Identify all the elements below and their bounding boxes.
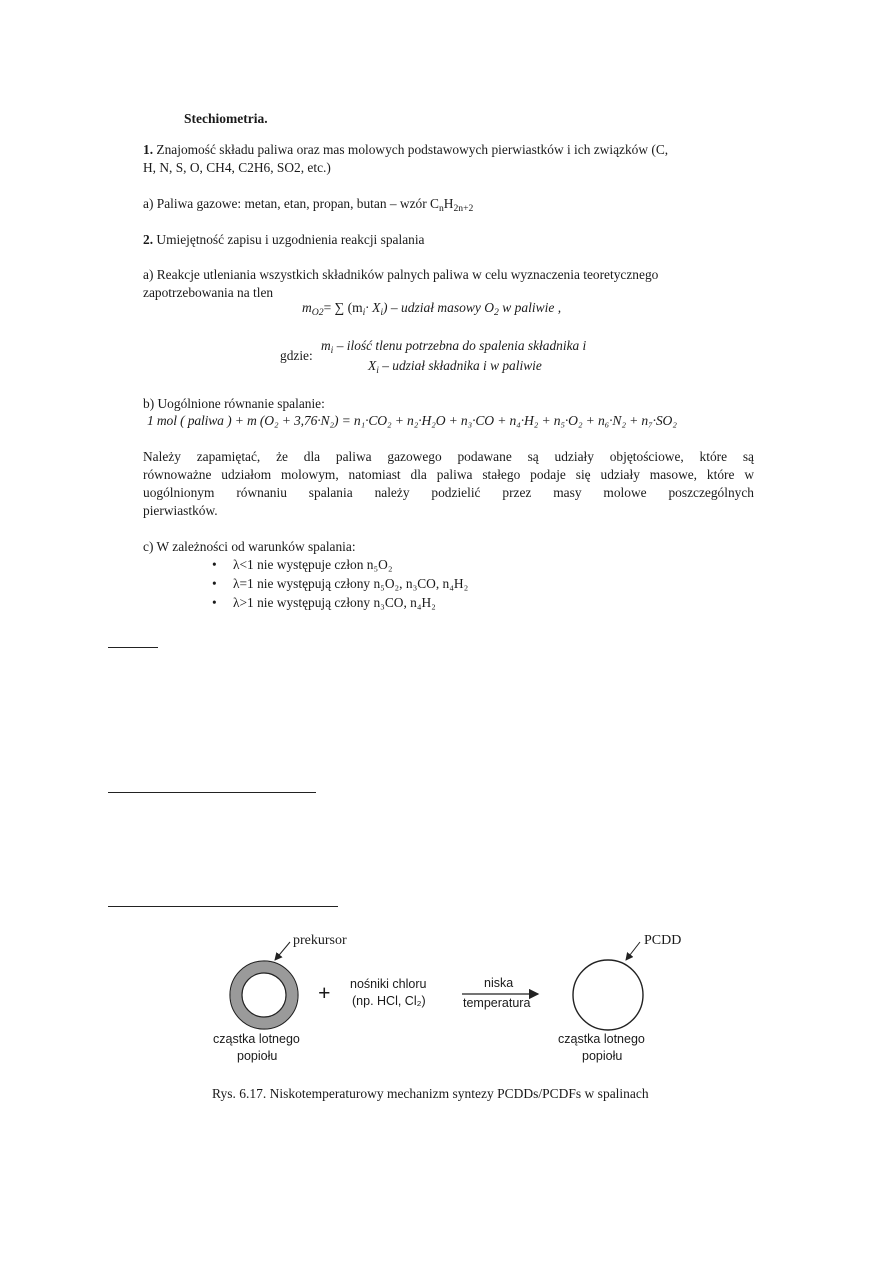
chlorine-carriers-line2: (np. HCl, Cl₂) — [352, 994, 426, 1008]
where-text-1: – ilość tlenu potrzebna do spalenia składnika i — [333, 338, 587, 353]
arrow-label-top: niska — [484, 976, 514, 990]
where-text-2: – udział składnika i w paliwie — [378, 358, 542, 373]
divider-line — [108, 792, 316, 793]
note-line1: Należy zapamiętać, że dla paliwa gazowego podawane są udziały objętościowe, które są — [143, 449, 754, 464]
where-var-x: X — [368, 358, 377, 373]
section2-number: 2. — [143, 232, 154, 247]
formula-x: · X — [365, 300, 381, 315]
item-a-sub1: n — [438, 202, 444, 214]
plus-sign: + — [318, 980, 331, 1005]
section2-item-a-line2: zapotrzebowania na tlen — [143, 285, 274, 300]
where-sub-m: i — [330, 344, 334, 356]
divider-line — [108, 647, 158, 648]
note-line2: równoważne udziałom molowym, natomiast dla paliwa stałego podaje się udziały masowe, które w — [143, 467, 754, 482]
formula-desc: ) – udział masowy O — [383, 300, 495, 315]
formula-sum: = ∑ (m — [323, 300, 363, 315]
section1-item-a — [143, 196, 473, 212]
section1-text-line1: Znajomość składu paliwa oraz mas molowych podstawowych pierwiastków i ich związków (C, — [156, 142, 669, 157]
oxygen-demand-formula — [302, 300, 561, 316]
note-line3: uogólnionym równaniu spalania należy podzielić przez masy molowe poszczególnych — [143, 485, 754, 500]
arrow-label-bottom: temperatura — [463, 996, 531, 1010]
where-var-m: m — [321, 338, 331, 353]
where-label: gdzie: — [280, 348, 313, 363]
formula-sub-i: i — [362, 306, 366, 318]
combustion-equation: 1 mol ( paliwa ) + m (O₂ + 3,76·N₂) = n₁·CO₂ + n₂·H₂O + n₃·CO + n₄·H₂ + n₅·O₂ + n₆·N₂ + n₇·SO₂ — [147, 413, 677, 428]
pcdd-synthesis-figure — [0, 920, 893, 1110]
where-line1 — [321, 338, 586, 354]
pcdd-pointer-icon — [626, 942, 640, 960]
right-caption-line1: cząstka lotnego — [558, 1032, 645, 1046]
bullet-marker: • — [212, 595, 217, 610]
note-line4: pierwiastków. — [143, 503, 218, 518]
formula-tail: w paliwie , — [498, 300, 562, 315]
right-caption-line2: popiołu — [582, 1049, 623, 1063]
where-line2 — [368, 358, 542, 374]
divider-line — [108, 906, 338, 907]
bullet-item: λ=1 nie występują człony n₅O₂, n₃CO, n₄H₂ — [233, 576, 469, 591]
ash-particle-inner-icon — [242, 973, 286, 1017]
figure-caption: Rys. 6.17. Niskotemperaturowy mechanizm syntezy PCDDs/PCDFs w spalinach — [212, 1086, 649, 1101]
item-a-prefix: a) Paliwa gazowe: metan, etan, propan, butan – wzór C — [143, 196, 439, 211]
bullet-item: λ<1 nie występuje człon n₅O₂ — [233, 557, 393, 572]
section2-item-a-line1: a) Reakcje utleniania wszystkich składników palnych paliwa w celu wyznaczenia teoretycznego — [143, 267, 659, 282]
label-pcdd: PCDD — [644, 933, 682, 948]
formula-o2-sub: 2 — [494, 306, 499, 318]
section2-heading — [143, 232, 425, 248]
formula-sub-i2: i — [380, 306, 384, 318]
where-sub-x: i — [376, 364, 379, 376]
section1-line1 — [143, 142, 668, 158]
left-caption-line2: popiołu — [237, 1049, 278, 1063]
section2-item-b: b) Uogólnione równanie spalanie: — [143, 396, 325, 411]
prekursor-pointer-icon — [275, 942, 290, 960]
chlorine-carriers-line1: nośniki chloru — [350, 977, 427, 991]
section2-text: Umiejętność zapisu i uzgodnienia reakcji spalania — [156, 232, 425, 247]
item-a-sub2: 2n+2 — [453, 202, 474, 214]
section1-text-line2: H, N, S, O, CH4, C2H6, SO2, etc.) — [143, 160, 331, 175]
section2-item-c: c) W zależności od warunków spalania: — [143, 539, 356, 554]
page-title: Stechiometria. — [184, 111, 268, 126]
label-prekursor: prekursor — [293, 933, 347, 948]
bullet-marker: • — [212, 576, 217, 591]
bullet-marker: • — [212, 557, 217, 572]
bullet-item: λ>1 nie występują człony n₃CO, n₄H₂ — [233, 595, 436, 610]
section1-number: 1. — [143, 142, 154, 157]
formula-lhs-sub: O2 — [311, 306, 324, 318]
pcdd-particle-icon — [573, 960, 643, 1030]
formula-lhs: m — [302, 300, 312, 315]
item-a-mid: H — [443, 196, 454, 211]
left-caption-line1: cząstka lotnego — [213, 1032, 300, 1046]
